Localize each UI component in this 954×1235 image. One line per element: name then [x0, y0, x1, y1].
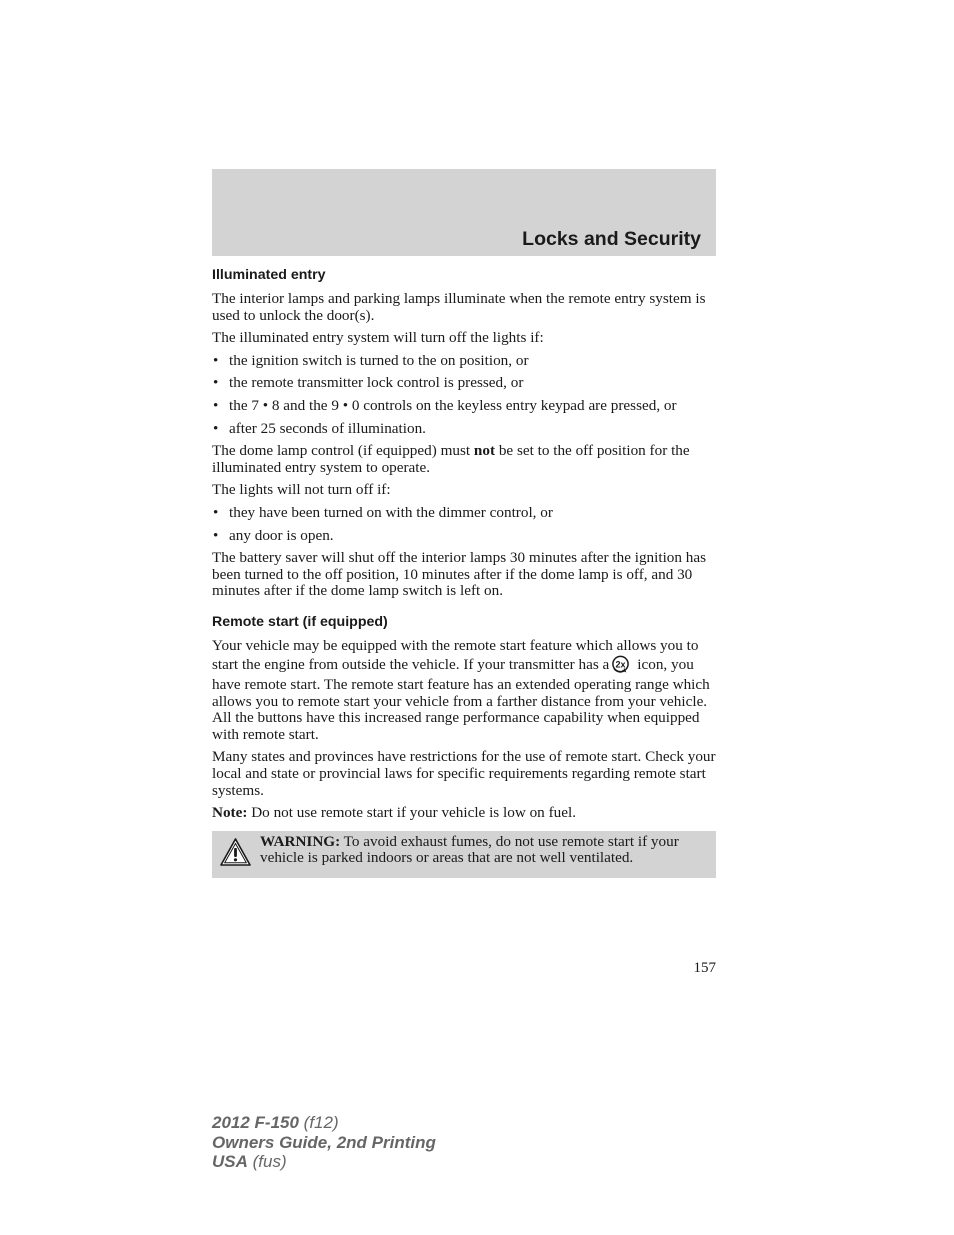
paragraph: Your vehicle may be equipped with the remote start feature which allows you to start the engine from outside the vehicle. If your transmitter has a 2x icon, you have remote start. The remote start feature has an extended operating range which allows you to remote start your vehicle from a farther distance from your vehicle. All the buttons have this increased range performance capability when equipped with remote start. [212, 636, 710, 743]
page-number: 157 [693, 960, 716, 976]
list-item: • any door is open. [213, 526, 334, 544]
warning-box [212, 831, 716, 879]
paragraph: Many states and provinces have restrictions for the use of remote start. Check your local and state or provincial laws for specific requirements regarding remote start systems. [212, 748, 716, 799]
footer-line-market: USA (fus) [212, 1152, 287, 1171]
footer-line-model: 2012 F-150 (f12) [212, 1113, 339, 1132]
section-header-band [212, 169, 716, 256]
paragraph: The lights will not turn off if: [212, 481, 391, 499]
list-item: • the ignition switch is turned to the on position, or [213, 351, 529, 369]
section-title: Locks and Security [522, 228, 701, 250]
svg-text:2x: 2x [615, 658, 626, 669]
illuminated-entry-heading: Illuminated entry [212, 267, 326, 283]
document-footer [212, 1113, 436, 1172]
remote-start-heading: Remote start (if equipped) [212, 613, 388, 630]
paragraph: The interior lamps and parking lamps illuminate when the remote entry system is used to unlock the door(s). [212, 290, 706, 324]
list-item: • after 25 seconds of illumination. [213, 419, 426, 437]
no-turn-off-conditions-list [212, 505, 716, 544]
paragraph: The illuminated entry system will turn off the lights if: [212, 329, 544, 347]
paragraph: The battery saver will shut off the interior lamps 30 minutes after the ignition has been turned to the off position, 10 minutes after if the dome lamp is off, and 30 minutes after if the dome lamp switch is left on. [212, 549, 707, 600]
note: Note: Do not use remote start if your vehicle is low on fuel. [212, 804, 576, 822]
list-item: • the remote transmitter lock control is pressed, or [213, 374, 524, 392]
page-content [212, 266, 716, 878]
footer-line-guide: Owners Guide, 2nd Printing [212, 1132, 436, 1152]
list-item: • the 7 • 8 and the 9 • 0 controls on the keyless entry keypad are pressed, or [213, 396, 677, 414]
list-item: • they have been turned on with the dimmer control, or [213, 503, 553, 521]
warning-triangle-icon [219, 837, 252, 872]
warning-text: WARNING: To avoid exhaust fumes, do not use remote start if your vehicle is parked indoors or areas that are not well ventilated. [260, 832, 679, 867]
paragraph: The dome lamp control (if equipped) must not be set to the off position for the illuminated entry system to operate. [212, 442, 690, 476]
remote-start-2x-icon [611, 655, 631, 678]
turn-off-conditions-list [212, 353, 716, 437]
